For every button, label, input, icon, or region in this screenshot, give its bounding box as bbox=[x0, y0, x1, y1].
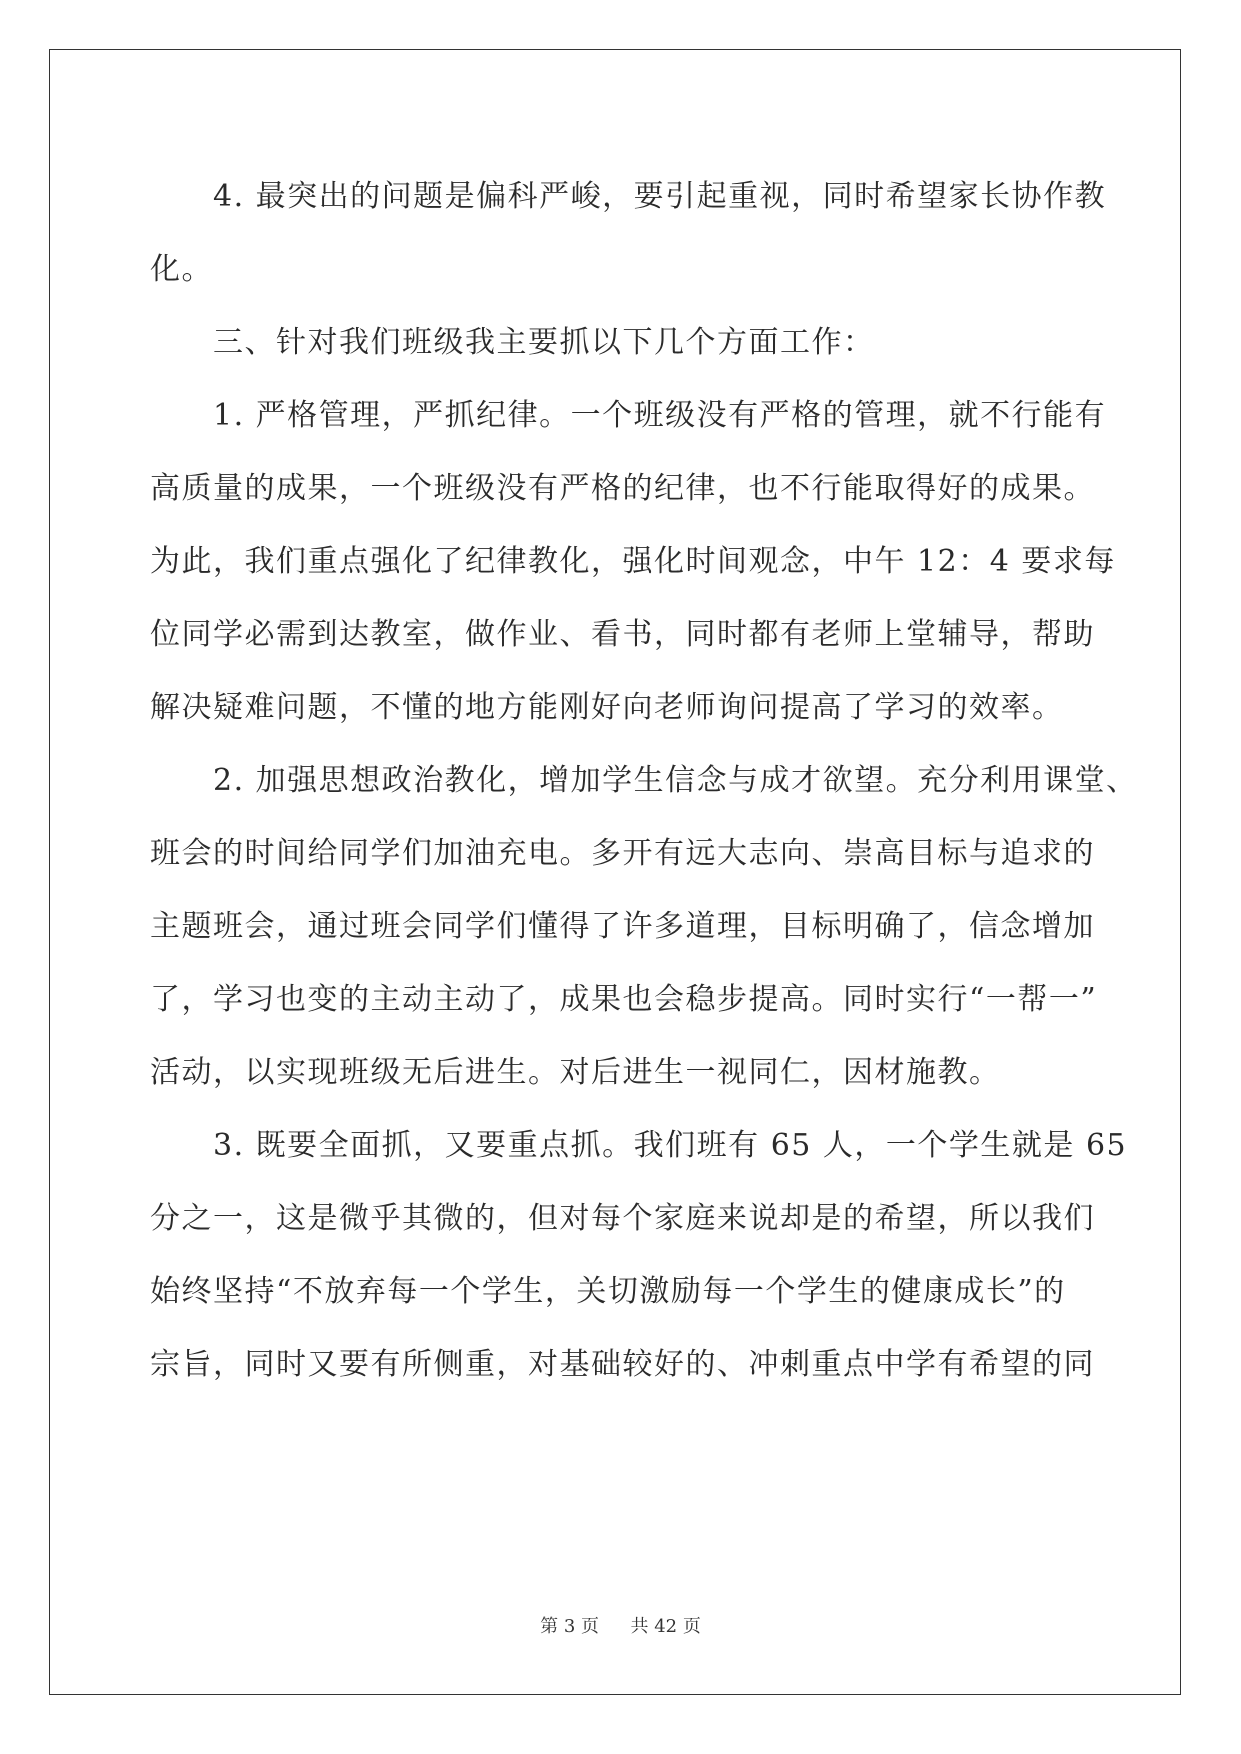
paragraph-line: 了，学习也变的主动主动了，成果也会稳步提高。同时实行“一帮一” bbox=[150, 982, 1098, 1017]
page-footer bbox=[0, 1612, 1241, 1638]
paragraph-line: 高质量的成果，一个班级没有严格的纪律，也不行能取得好的成果。 bbox=[150, 471, 1095, 506]
paragraph-line: 化。 bbox=[150, 252, 213, 287]
paragraph-line: 宗旨，同时又要有所侧重，对基础较好的、冲刺重点中学有希望的同 bbox=[150, 1347, 1095, 1382]
paragraph-line: 4. 最突出的问题是偏科严峻，要引起重视，同时希望家长协作教 bbox=[150, 179, 1107, 214]
paragraph-line: 始终坚持“不放弃每一个学生，关切激励每一个学生的健康成长”的 bbox=[150, 1274, 1066, 1309]
paragraph-line: 为此，我们重点强化了纪律教化，强化时间观念，中午 12：4 要求每 bbox=[150, 544, 1116, 579]
paragraph-line: 解决疑难问题，不懂的地方能刚好向老师询问提高了学习的效率。 bbox=[150, 690, 1064, 725]
paragraph-line: 1. 严格管理，严抓纪律。一个班级没有严格的管理，就不行能有 bbox=[150, 398, 1107, 433]
page-total: 共 42 页 bbox=[630, 1616, 701, 1637]
document-body bbox=[150, 160, 1138, 1401]
paragraph-line: 分之一，这是微乎其微的，但对每个家庭来说却是的希望，所以我们 bbox=[150, 1201, 1095, 1236]
paragraph-line: 班会的时间给同学们加油充电。多开有远大志向、崇高目标与追求的 bbox=[150, 836, 1095, 871]
paragraph-line: 位同学必需到达教室，做作业、看书，同时都有老师上堂辅导，帮助 bbox=[150, 617, 1095, 652]
page-number: 第 3 页 bbox=[540, 1616, 600, 1637]
paragraph-line: 主题班会，通过班会同学们懂得了许多道理，目标明确了，信念增加 bbox=[150, 909, 1095, 944]
paragraph-line: 3. 既要全面抓，又要重点抓。我们班有 65 人，一个学生就是 65 bbox=[150, 1128, 1128, 1163]
paragraph-line: 活动，以实现班级无后进生。对后进生一视同仁，因材施教。 bbox=[150, 1055, 1001, 1090]
paragraph-line: 三、针对我们班级我主要抓以下几个方面工作： bbox=[150, 325, 875, 360]
paragraph-line: 2. 加强思想政治教化，增加学生信念与成才欲望。充分利用课堂、 bbox=[150, 763, 1138, 798]
